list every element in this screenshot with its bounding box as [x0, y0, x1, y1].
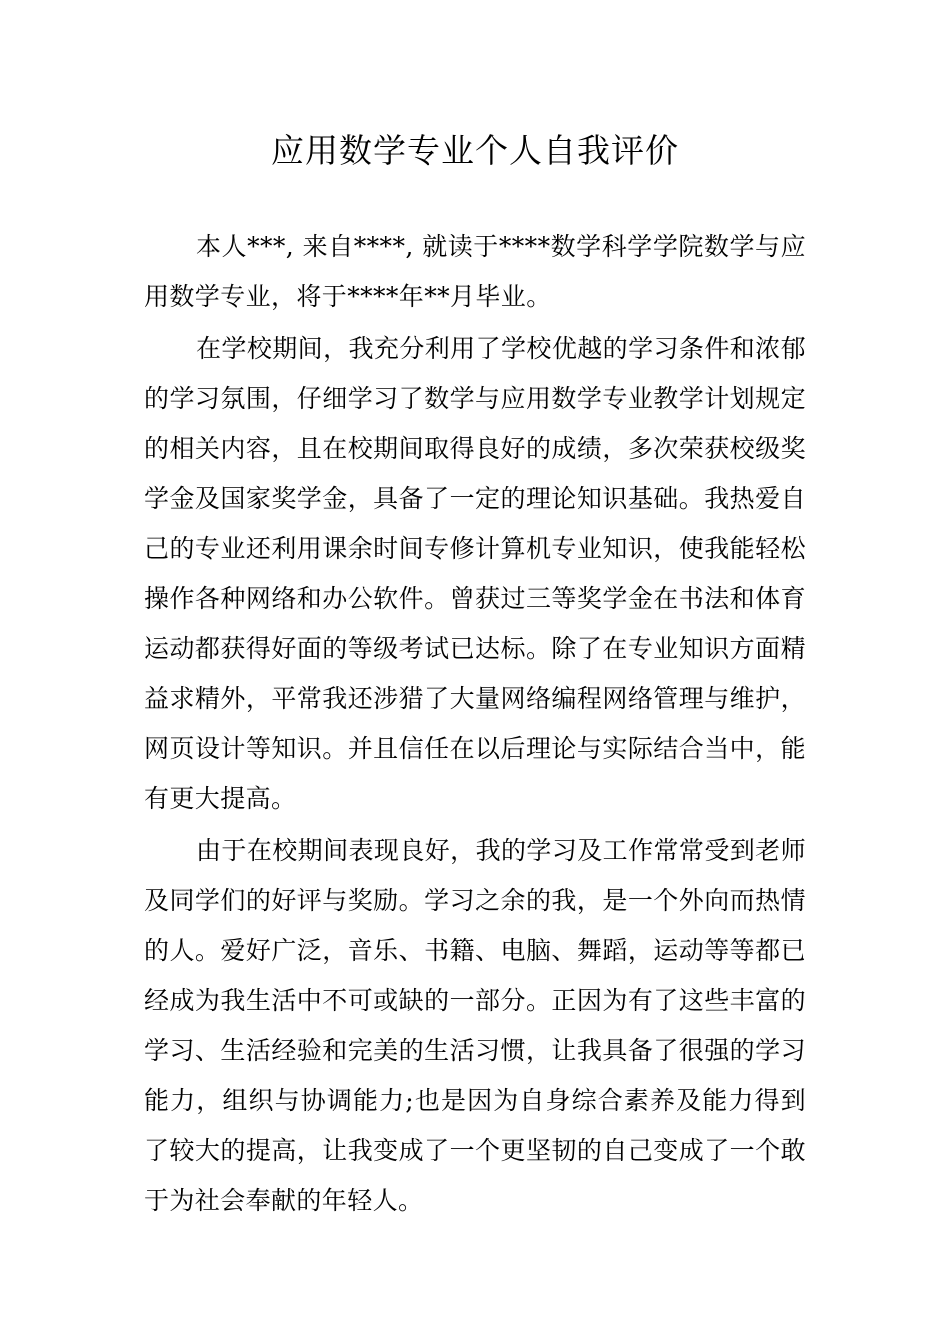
document-title: 应用数学专业个人自我评价 — [271, 131, 679, 170]
paragraph-character: 由于在校期间表现良好，我的学习及工作常常受到老师及同学们的好评与奖励。学习之余的我，是一个外向而热情的人。爱好广泛，音乐、书籍、电脑、舞蹈，运动等等都已经成为我生活中不可或缺的一部分。正因为有了这些丰富的学习、生活经验和完美的生活习惯，让我具备了很强的学习能力，组织与协调能力;也是因为自身综合素养及能力得到了较大的提高，让我变成了一个更坚韧的自己变成了一个敢于为社会奉献的年轻人。 — [144, 836, 806, 1215]
paragraph-intro: 本人***, 来自****, 就读于****数学科学学院数学与应用数学专业，将于****年**月毕业。 — [144, 232, 806, 311]
paragraph-study: 在学校期间，我充分利用了学校优越的学习条件和浓郁的学习氛围，仔细学习了数学与应用数学专业教学计划规定的相关内容，且在校期间取得良好的成绩，多次荣获校级奖学金及国家奖学金，具备了一定的理论知识基础。我热爱自己的专业还利用课余时间专修计算机专业知识，使我能轻松操作各种网络和办公软件。曾获过三等奖学金在书法和体育运动都获得好面的等级考试已达标。除了在专业知识方面精益求精外，平常我还涉猎了大量网络编程网络管理与维护，网页设计等知识。并且信任在以后理论与实际结合当中，能有更大提高。 — [144, 334, 806, 813]
document-body — [144, 222, 806, 1228]
